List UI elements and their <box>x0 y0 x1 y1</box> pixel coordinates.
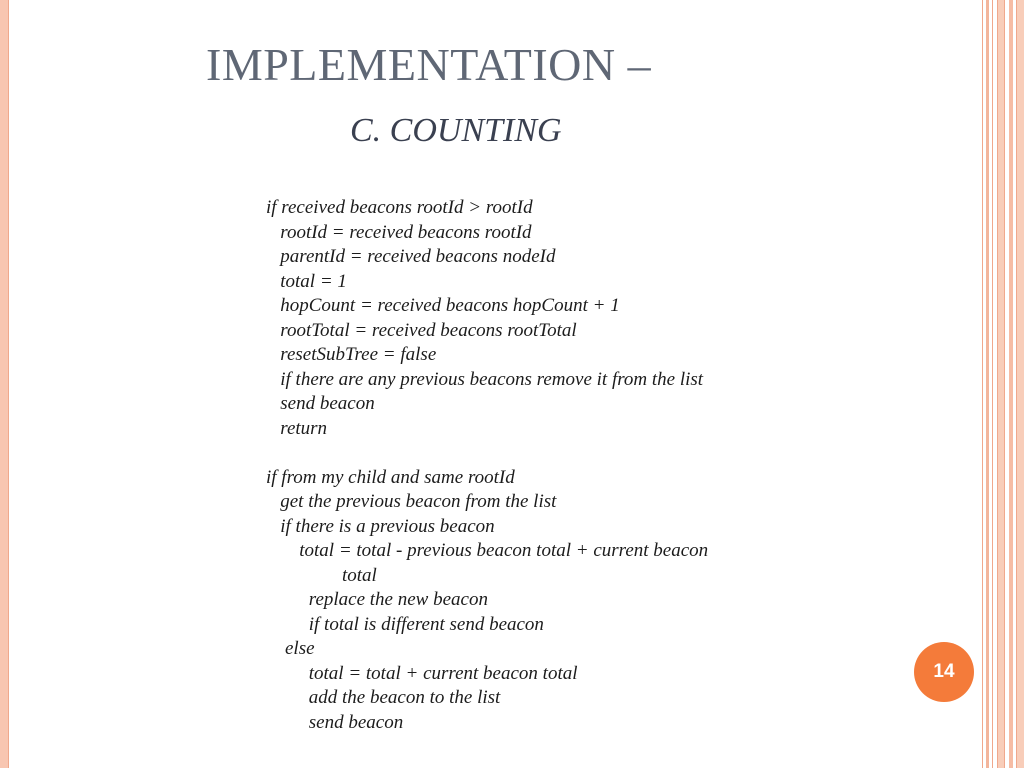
code-blank-line <box>266 441 708 466</box>
right-stripe-decoration <box>1009 0 1013 768</box>
code-line: if there are any previous beacons remove it from the list <box>266 368 704 390</box>
code-line: else <box>266 638 315 659</box>
code-line: rootTotal = received beacons rootTotal <box>266 319 577 341</box>
code-line: get the previous beacon from the list <box>266 491 557 512</box>
slide-title: IMPLEMENTATION – <box>206 39 652 90</box>
code-line: if from my child and same rootId <box>266 466 515 488</box>
slide-subtitle: C. COUNTING <box>350 112 562 149</box>
code-line: if there is a previous beacon <box>266 515 495 537</box>
code-line: send beacon <box>266 711 404 733</box>
right-stripe-decoration <box>982 0 983 768</box>
code-line: return <box>266 417 328 439</box>
code-line: rootId = received beacons rootId <box>266 221 532 243</box>
code-line: total = total + current beacon total <box>266 662 578 684</box>
right-stripe-decoration <box>986 0 989 768</box>
code-line: parentId = received beacons nodeId <box>266 246 556 267</box>
code-line: send beacon <box>266 393 375 414</box>
code-line: add the beacon to the list <box>266 687 501 708</box>
code-line: if received beacons rootId > rootId <box>266 197 533 218</box>
code-line: resetSubTree = false <box>266 344 437 365</box>
right-stripe-decoration <box>1016 0 1024 768</box>
left-border-decoration <box>0 0 9 768</box>
code-line: total <box>266 564 377 586</box>
pseudocode-block <box>266 196 708 735</box>
code-line: total = total - previous beacon total + current beacon <box>266 540 709 561</box>
right-stripe-decoration <box>997 0 1005 768</box>
code-line: if total is different send beacon <box>266 613 544 635</box>
code-line: total = 1 <box>266 270 347 292</box>
page-number-badge: 14 <box>914 642 974 702</box>
code-line: replace the new beacon <box>266 589 488 610</box>
code-line: hopCount = received beacons hopCount + 1 <box>266 295 620 316</box>
right-stripe-decoration <box>992 0 993 768</box>
